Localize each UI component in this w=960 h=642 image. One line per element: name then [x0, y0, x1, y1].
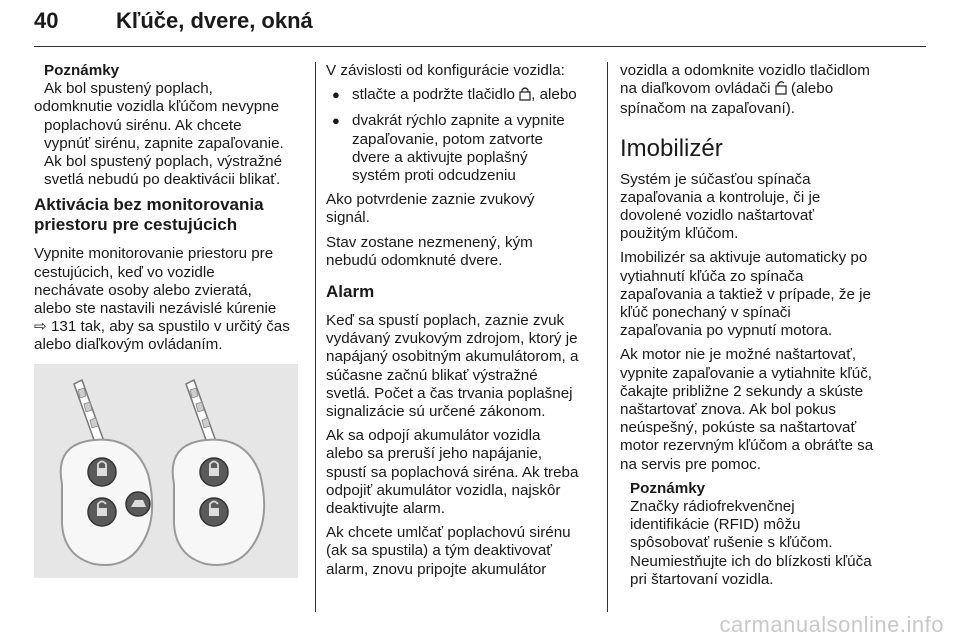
list-item: ● dvakrát rýchlo zapnite a vypnite zapaľovanie, potom zatvorte dvere a aktivujte poplašný systém proti odcudzeniu	[326, 112, 598, 185]
paragraph: V závislosti od konfigurácie vozidla:	[326, 62, 565, 79]
remote-key-illustration	[34, 364, 298, 578]
note-line: spôsobovať rušenie s kľúčom.	[630, 534, 833, 552]
paragraph: Ak sa odpojí akumulátor vozidla alebo sa preruší jeho napájanie, spustí sa poplachová siréna. Ak treba odpojiť akumulátor vozidla, najskôr deaktivujte alarm.	[326, 427, 579, 518]
note-box	[34, 62, 304, 189]
list-item: ● stlačte a podržte tlačidlo , alebo	[326, 86, 598, 106]
page-number: 40	[34, 8, 59, 33]
column-right	[620, 62, 890, 595]
note-box	[630, 480, 890, 589]
note-line: identifikácie (RFID) môžu	[630, 516, 801, 534]
paragraph: Imobilizér sa aktivuje automaticky po vytiahnutí kľúča zo spínača zapaľovania a taktiež v prípade, že je kľúč ponechaný v spínači zapaľovania po vypnutí motora.	[620, 249, 871, 340]
note-line: svetlá nebudú po deaktivácii blikať.	[44, 171, 281, 189]
paragraph: Keď sa spustí poplach, zaznie zvuk vydávaný zvukovým zdrojom, ktorý je napájaný osobitným akumulátorom, a súčasne začnú blikať výstražné svetlá. Počet a čas trvania poplašnej signalizácie sú určené zákonom.	[326, 312, 579, 421]
page-title: Kľúče, dvere, okná	[116, 8, 313, 33]
page-reference-arrow-icon[interactable]: ⇨	[34, 318, 47, 336]
note-line: Značky rádiofrekvenčnej	[630, 498, 795, 516]
paragraph: Ak chcete umlčať poplachovú sirénu (ak sa spustila) a tým deaktivovať alarm, znovu pripojte akumulátor	[326, 524, 571, 578]
paragraph: Systém je súčasťou spínača zapaľovania a kontroluje, či je dovolené vozidlo naštartovať použitým kľúčom.	[620, 170, 821, 243]
paragraph: Vypnite monitorovanie priestoru pre cestujúcich, keď vo vozidle nechávate osoby alebo zvieratá, alebo ste nastavili nezávislé kúrenie ⇨ 131 tak, aby sa spustilo v určitý čas alebo diaľkovým ovládaním.	[34, 245, 290, 354]
note-line: odomknutie vozidla kľúčom nevypne	[34, 98, 280, 116]
page-reference-text: 131 tak, aby sa spustilo v určitý čas	[46, 318, 290, 336]
column-middle	[326, 62, 598, 585]
unlock-icon	[775, 80, 787, 100]
paragraph: vozidla a odomknite vozidlo tlačidlom na diaľkovom ovládači (alebo spínačom na zapaľovaní).	[620, 62, 870, 118]
note-heading: Poznámky	[630, 479, 706, 497]
note-line: Ak bol spustený poplach, výstražné	[44, 153, 283, 171]
column-left	[34, 62, 304, 361]
note-line: Neumiestňujte ich do blízkosti kľúča	[630, 552, 872, 570]
header-rule	[34, 46, 926, 47]
key-fob-right	[173, 440, 265, 565]
note-line: poplachovú sirénu. Ak chcete	[44, 116, 242, 134]
note-line: vypnúť sirénu, zapnite zapaľovanie.	[44, 134, 284, 152]
bullet-list	[326, 86, 598, 185]
lock-icon	[519, 86, 531, 106]
section-heading: Aktivácia bez monitorovania priestoru pre cestujúcich	[34, 195, 264, 235]
key-fob-left	[61, 440, 152, 565]
note-heading: Poznámky	[44, 62, 120, 79]
watermark: carmanualsonline.info	[719, 612, 944, 637]
paragraph: Ak motor nie je možné naštartovať, vypnite zapaľovanie a vytiahnite kľúč, čakajte približne 2 sekundy a skúste naštartovať znova. Ak bol pokus neúspešný, pokúste sa naštartovať motor rezervným kľúčom a obráťte sa na servis pre pomoc.	[620, 346, 874, 473]
note-line: pri štartovaní vozidla.	[630, 570, 774, 588]
section-heading-alarm: Alarm	[326, 282, 375, 302]
paragraph: Ako potvrdenie zaznie zvukový signál.	[326, 191, 535, 227]
paragraph: Stav zostane nezmenený, kým nebudú odomknuté dvere.	[326, 233, 533, 269]
note-line: Ak bol spustený poplach,	[44, 80, 213, 98]
column-divider-2	[607, 62, 608, 612]
section-heading-immobilizer: Imobilizér	[620, 134, 723, 162]
column-divider-1	[315, 62, 316, 612]
